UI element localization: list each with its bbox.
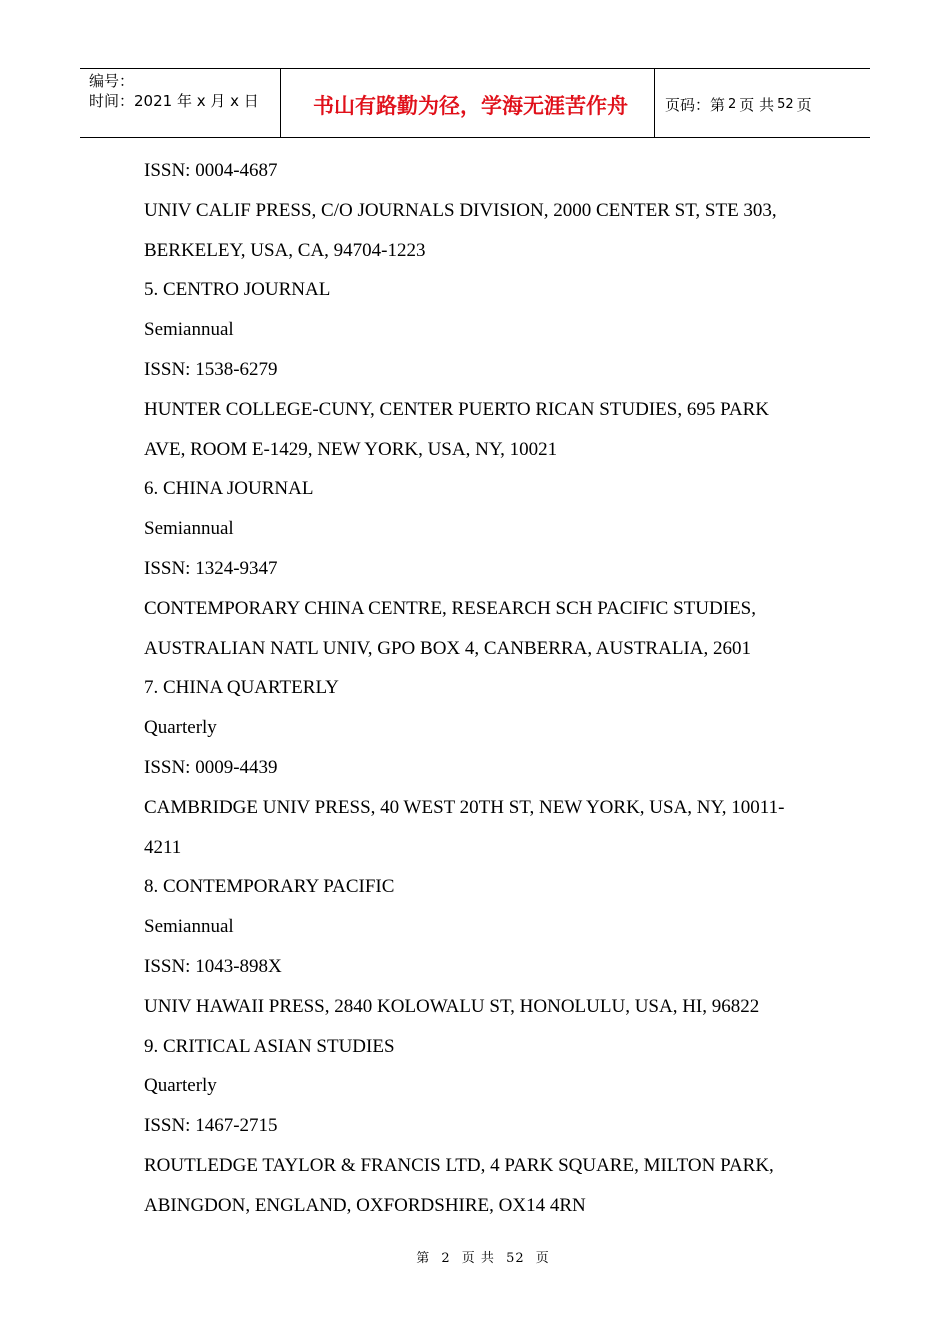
footer-total: 52	[506, 1251, 525, 1266]
motto-text: 书山有路勤为径，学海无涯苦作舟	[313, 94, 628, 118]
page-current: 2	[728, 96, 737, 112]
text-line: ROUTLEDGE TAYLOR & FRANCIS LTD, 4 PARK SQUARE, MILTON PARK,	[144, 1154, 774, 1176]
text-line: ISSN: 1538-6279	[144, 358, 278, 380]
page-mid: 页 共	[739, 95, 775, 114]
text-line: UNIV HAWAII PRESS, 2840 KOLOWALU ST, HONOLULU, USA, HI, 96822	[144, 995, 760, 1017]
time-label: 时间：2021 年 x 月 x 日	[89, 92, 259, 110]
page-prefix: 页码：第	[665, 95, 726, 114]
document-body	[144, 151, 824, 1226]
header-motto	[281, 69, 655, 137]
page-header	[80, 68, 870, 138]
text-line: AVE, ROOM E-1429, NEW YORK, USA, NY, 10021	[144, 438, 558, 460]
footer-suffix: 页	[535, 1251, 550, 1266]
text-line: Quarterly	[144, 717, 217, 739]
serial-label: 编号：	[89, 72, 135, 90]
page-total: 52	[777, 96, 794, 112]
header-meta	[80, 69, 281, 137]
footer-mid: 页 共	[461, 1251, 495, 1266]
text-line: HUNTER COLLEGE-CUNY, CENTER PUERTO RICAN STUDIES, 695 PARK	[144, 398, 770, 420]
journal-title: 7. CHINA QUARTERLY	[144, 677, 339, 699]
text-line: CAMBRIDGE UNIV PRESS, 40 WEST 20TH ST, NEW YORK, USA, NY, 10011-	[144, 796, 785, 818]
footer-prefix: 第	[416, 1251, 431, 1266]
text-line: ISSN: 1324-9347	[144, 557, 278, 579]
footer-current: 2	[441, 1251, 451, 1266]
text-line: AUSTRALIAN NATL UNIV, GPO BOX 4, CANBERRA, AUSTRALIA, 2601	[144, 637, 751, 659]
text-line: ISSN: 1043-898X	[144, 955, 282, 977]
text-line: CONTEMPORARY CHINA CENTRE, RESEARCH SCH PACIFIC STUDIES,	[144, 597, 756, 619]
page-footer	[0, 1247, 950, 1266]
text-line: Semiannual	[144, 916, 234, 938]
text-line: Semiannual	[144, 319, 234, 341]
text-line: 4211	[144, 836, 182, 858]
text-line: ISSN: 1467-2715	[144, 1115, 278, 1137]
journal-title: 6. CHINA JOURNAL	[144, 478, 314, 500]
journal-title: 8. CONTEMPORARY PACIFIC	[144, 876, 395, 898]
text-line: BERKELEY, USA, CA, 94704-1223	[144, 239, 426, 261]
text-line: ISSN: 0004-4687	[144, 160, 278, 181]
journal-title: 9. CRITICAL ASIAN STUDIES	[144, 1035, 395, 1057]
text-line: Quarterly	[144, 1075, 217, 1097]
text-line: UNIV CALIF PRESS, C/O JOURNALS DIVISION, 2000 CENTER ST, STE 303,	[144, 199, 777, 221]
text-line: ISSN: 0009-4439	[144, 756, 278, 778]
text-line: ABINGDON, ENGLAND, OXFORDSHIRE, OX14 4RN	[144, 1194, 586, 1216]
journal-title: 5. CENTRO JOURNAL	[144, 279, 331, 301]
text-line: Semiannual	[144, 518, 234, 540]
page-suffix: 页	[796, 95, 812, 114]
header-page-number	[655, 69, 870, 137]
